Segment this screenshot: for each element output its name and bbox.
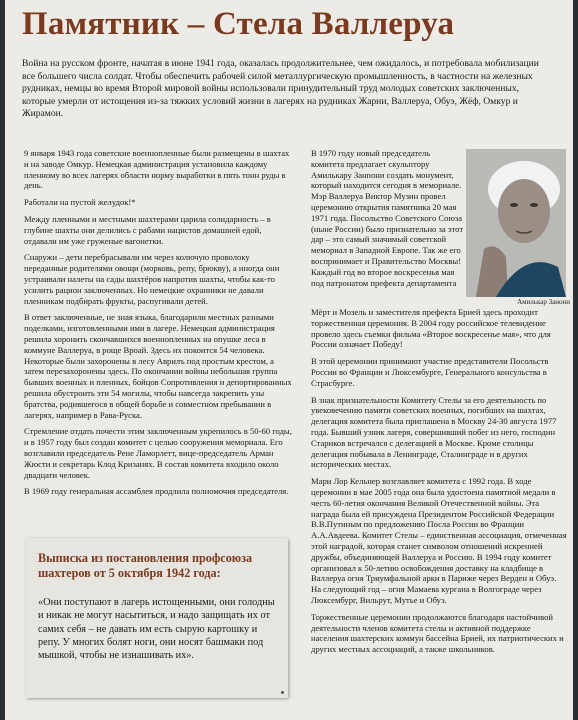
left-paragraph: 9 января 1943 года советские военнопленные были размещены в шахтах и на заводе Омкур. Немецкая администрация установила каждому пленному во всех лагерях области норму выработки в пять тонн руды в день. <box>24 148 290 191</box>
right-paragraph: Мари Лор Кельнер возглавляет комитета с 1992 года. В ходе церемонии в мае 2005 года она была удостоена памятной медали в честь 60-летия окончания Великой Отечественной войны. Эта награда была ей присуждена Президентом Российской Федерации В.В.Путиным по предложению Посла России во Франции А.А.Авдеева. Комитет Стелы – единственная ассоциация, отмеченная этой наградой, которая станет символом отношений искренней дружбы, объединяющей Валлеруа и Россию. В 1994 году комитет организовал к 50-летию освобождения доставку на кладбище в Валлеруа огня Триумфальной арки в Париже через Верден и Обуэ. На следующий год – огня Мамаева кургана в Волгограде через Люксембург, Вильрут, Мутье и Обуэ. <box>311 476 567 605</box>
left-paragraph: Между пленными и местными шахтерами царила солидарность – в глубине шахты они делились с рабами нацистов домашней едой, отдавали им уже груженые вагонетки. <box>24 213 271 246</box>
right-top-paragraph: В 1970 году новый председатель комитета предлагает скульптору Амилькару Занnoни создать монумент, который находится сегодня в мемориале. Мэр Валлеруа Виктор Музин провел церемонию открытия памятника 20 мая 1971 года. Посольство Советского Союза (ныне России) было признательно за этот дар – это самый значимый советской мемориал в Западной Европе. Так же его воспринимает и Правительство Москвы! Каждый год во второе воскресенья мая под патронатом префекта департамента <box>311 148 464 288</box>
right-paragraph: Мёрт и Мозель и заместителя префекта Брией здесь проходит торжественная церемония. В 2004 году российское телевидение провело здесь съемки фильма «Второе воскресенье мая», что для России означает Победу! <box>311 307 551 350</box>
panel-frame-right <box>573 0 578 720</box>
left-paragraph: В 1969 году генеральная ассамблея продлила полномочия председателя. <box>24 486 289 497</box>
portrait-image <box>466 149 566 297</box>
photo-caption: Амилькар Занони <box>517 298 570 306</box>
right-paragraph: Торжественные церемонии продолжаются благодаря настойчивой деятельности членов комитета стелы и активной поддержке населения шахтерских коммун бассейна Брией, их патриотических и других местных ассоциаций, а также школьников. <box>311 611 564 655</box>
page-title: Памятник – Стела Валлеруа <box>22 6 455 42</box>
right-paragraph: В знак признательности Комитету Стелы за его деятельность по увековечению памяти советских военных, погибших на шахтах, делегация комитета была приглашена в Москву 24-30 августа 1977 года. Бывший узник лагеря, совершивший побег из него, господин Стариков встречался с делегацией в Москве. Кроме столицы делегация побывала в Ленинграде, Сталинграде и в других исторических местах. <box>311 394 557 470</box>
left-paragraph: Снаружи – дети перебрасывали им через колючую проволоку переданные родителями овощи (морковь, репу, брюкву), а иногда они устраивали налеты на сады шахтёров напротив шахты, чтобы как-то усилить рацион заключенных. Но немецкие охранники не давали пленникам подбирать фрукты, распугивали детей. <box>24 252 280 306</box>
right-paragraph: В этой церемонии принимают участие представители Посольств России во Франции и Люксембурге, Генерального консульства в Страсбурге. <box>311 356 549 388</box>
quote-box <box>26 538 288 698</box>
left-paragraph: В ответ заключенные, не зная языка, благодарили местных разными поделками, изготовленными ими в лагере. Немецкая администрация решила хоронить скончавшихся военнопленных на опушке леса в коммуне Валлеруа, в роще Вроай. Здесь их покоится 54 человека. Некоторые были захоронены в лесу Аврилъ под простым крестом, а затем перезахоронены здесь. По окончании войны небольшая группа бывших военных и пленных, бойцов Сопротивления и депортированных решила обустроить эти 54 могилы, чтобы навсегда закрепить узы братства, родившегося в общей борьбе и совместном пребывании в лагерях, например в Рава-Руска. <box>24 312 292 420</box>
left-column <box>24 148 292 503</box>
right-column <box>311 307 568 661</box>
box-corner-dot <box>281 691 284 694</box>
panel-frame-left <box>0 0 5 720</box>
quote-box-title: Выписка из постановления профсоюза шахтеров от 5 октября 1942 года: <box>38 551 253 580</box>
left-paragraph: Стремление отдать почести этим заключенным укрепилось в 50-60 годы, и в 1957 году был создан комитет с целью сооружения мемориала. Его возглавили председатель Рене Ламорлетт, вице-председатель Арман Жюсти и секретарь Клод Кризанях. В состав комитета входило около двадцати человек. <box>24 426 292 480</box>
right-top-column <box>311 148 465 294</box>
portrait-photo <box>466 149 566 297</box>
quote-box-text: «Они поступают в лагерь истощенными, они голодны и никак не могут насытиться, и надо защищать их от самих себя – не давать им есть сырую картошку и репу. У многих болят ноги, они носят башмаки под мышкой, чтобы не изнашивать их». <box>38 597 275 662</box>
intro-paragraph: Война на русском фронте, начатая в июне 1941 года, оказалась продолжительнее, чем ожидалось, и потребовала мобилизации все большего числа солдат. Чтобы обеспечить рабочей силой металлургическую промышленность, в частности на железных рудниках, немцы во время Второй мировой войны использовали принудительный труд молодых советских заключенных, которые умерли от истощения из-за тяжких условий жизни в лагерях на рудниках Жарни, Валлеруа, Обуэ, Жёф, Омкур и Жирамон. <box>22 58 539 120</box>
left-paragraph: Работали на пустой желудок!* <box>24 197 136 208</box>
